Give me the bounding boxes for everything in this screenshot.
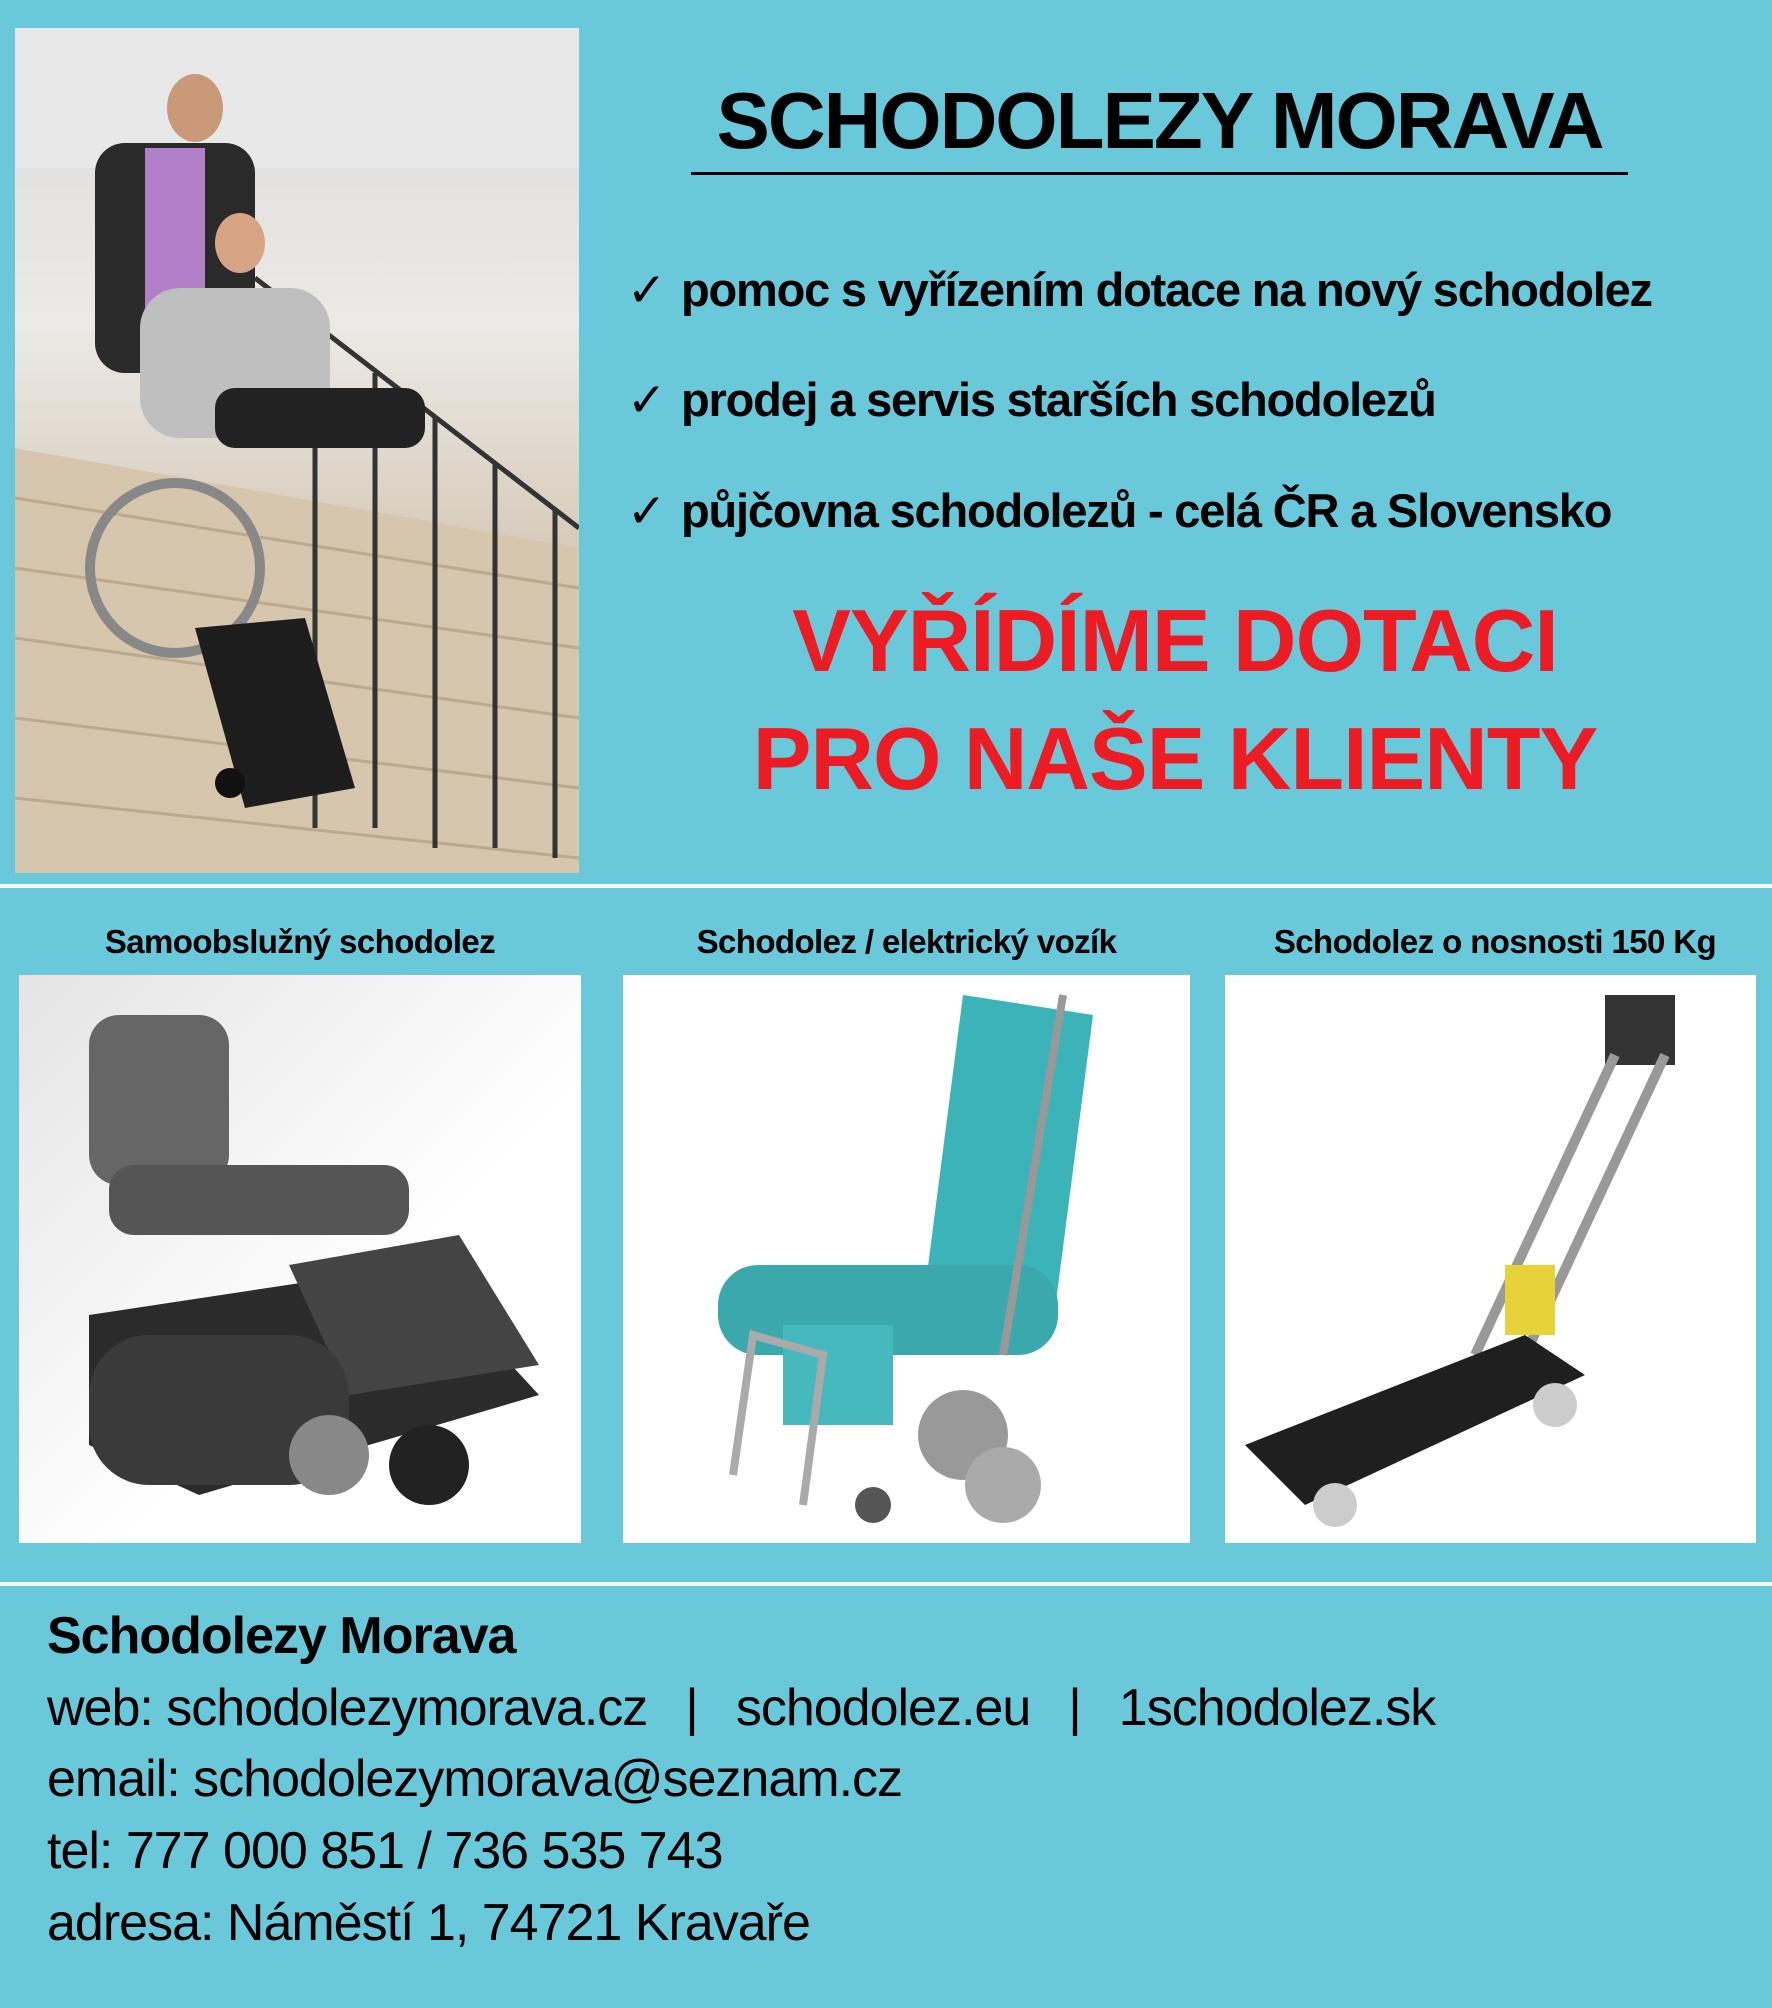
product-image-wheeled-stairclimber <box>1225 975 1756 1543</box>
tracked-stairclimber-illustration <box>19 975 581 1543</box>
separator: | <box>685 1679 698 1737</box>
bullet-text: prodej a servis starších schodolezů <box>681 373 1436 426</box>
check-icon: ✓ <box>627 484 666 537</box>
product-label: Samoobslužný schodolez <box>104 923 496 960</box>
separator: | <box>1068 1679 1081 1737</box>
product-label: Schodolez / elektrický vozík <box>696 923 1117 960</box>
bullet-text: pomoc s vyřízením dotace na nový schodolez <box>681 263 1652 316</box>
check-icon: ✓ <box>627 263 666 316</box>
product-label: Schodolez o nosnosti 150 Kg <box>1273 923 1717 960</box>
product-image-chair-stairclimber <box>623 975 1190 1543</box>
footer-company-name: Schodolezy Morava <box>47 1607 516 1665</box>
footer-web-line <box>47 1678 1435 1738</box>
bullet-item <box>627 372 1436 428</box>
footer-phone[interactable]: tel: 777 000 851 / 736 535 743 <box>47 1822 723 1880</box>
section-divider <box>0 884 1772 888</box>
footer-address: adresa: Náměstí 1, 74721 Kravaře <box>47 1894 810 1952</box>
web-link-schodolezymorava[interactable]: schodolezymorava.cz <box>166 1679 648 1737</box>
check-icon: ✓ <box>627 373 666 426</box>
headline-line-1: VYŘÍDÍME DOTACI <box>792 591 1558 690</box>
web-link-1schodolez-sk[interactable]: 1schodolez.sk <box>1118 1679 1436 1737</box>
web-link-schodolez-eu[interactable]: schodolez.eu <box>735 1679 1031 1737</box>
stairclimber-illustration <box>15 28 579 873</box>
footer-email[interactable]: email: schodolezymorava@seznam.cz <box>47 1750 903 1808</box>
bullet-item <box>627 262 1652 318</box>
headline-line-2: PRO NAŠE KLIENTY <box>752 709 1598 808</box>
product-image-tracked-stairclimber <box>19 975 581 1543</box>
wheeled-stairclimber-illustration <box>1225 975 1756 1543</box>
section-divider <box>0 1582 1772 1586</box>
web-prefix: web: <box>47 1679 167 1737</box>
page-title: SCHODOLEZY MORAVA <box>716 76 1603 165</box>
chair-stairclimber-illustration <box>623 975 1190 1543</box>
title-underline <box>691 172 1628 175</box>
bullet-text: půjčovna schodolezů - celá ČR a Slovensko <box>681 484 1612 537</box>
hero-photo-stairclimber <box>15 28 579 873</box>
bullet-item <box>627 483 1611 539</box>
